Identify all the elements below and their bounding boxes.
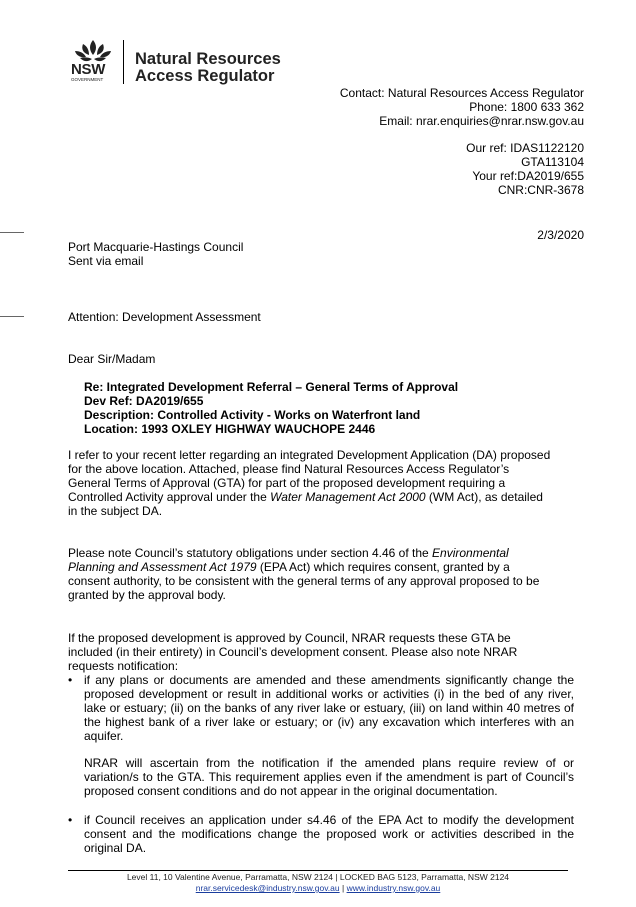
contact-phone: Phone: 1800 633 362 (469, 100, 584, 114)
act-title: Planning and Assessment Act 1979 (68, 560, 257, 574)
paragraph-line: consent authority, to be consistent with the general terms of any approval proposed to be (68, 574, 540, 588)
paragraph-text: Controlled Activity approval under the (68, 490, 271, 504)
subject-title: Re: Integrated Development Referral – General Terms of Approval (84, 380, 459, 394)
recipient-name: Port Macquarie-Hastings Council (68, 240, 244, 254)
body-paragraph-3 (68, 631, 574, 673)
subject-dev-ref: Dev Ref: DA2019/655 (84, 394, 204, 408)
bullet-item-1-followup: NRAR will ascertain from the notification if the amended plans require review of or variation/s to the GTA. This requirement applies even if the amendment is part of Council’s proposed consent conditions and do not appear in the original documentation. (84, 756, 574, 798)
agency-name-line1: Natural Resources (135, 50, 281, 68)
contact-email: Email: nrar.enquiries@nrar.nsw.gov.au (379, 114, 584, 128)
salutation: Dear Sir/Madam (68, 352, 156, 366)
footer-website-link[interactable]: www.industry.nsw.gov.au (346, 883, 441, 893)
act-title: Environmental (432, 546, 509, 560)
contact-block (340, 86, 584, 128)
bullet-text: if Council receives an application under s4.46 of the EPA Act to modify the development consent and the modifications change the proposed work or activities described in the original DA. (84, 813, 574, 855)
paragraph-text: (WM Act), as detailed (425, 490, 543, 504)
paragraph-line (68, 490, 574, 504)
paragraph-line: requests notification: (68, 659, 179, 673)
cnr-ref: CNR:CNR-3678 (497, 183, 584, 197)
body-paragraph-1 (68, 448, 574, 518)
paragraph-line: for the above location. Attached, please find Natural Resources Access Regulator’s (68, 462, 510, 476)
bullet-icon: • (68, 673, 73, 687)
body-paragraph-2 (68, 546, 574, 602)
our-ref: Our ref: IDAS1122120 (466, 141, 584, 155)
gta-ref: GTA113104 (521, 155, 584, 169)
footer-address: Level 11, 10 Valentine Avenue, Parramatta, NSW 2124 | LOCKED BAG 5123, Parramatta, NSW 2124 (126, 872, 510, 882)
contact-name: Contact: Natural Resources Access Regulator (339, 86, 584, 100)
act-title: Water Management Act 2000 (270, 490, 426, 504)
subject-block (84, 380, 458, 436)
paragraph-line: If the proposed development is approved by Council, NRAR requests these GTA be (68, 631, 511, 645)
paragraph-line (68, 546, 574, 560)
reference-block (466, 141, 584, 197)
nsw-logo-text: NSW (71, 61, 106, 78)
attention-line: Attention: Development Assessment (68, 310, 261, 324)
your-ref: Your ref:DA2019/655 (472, 169, 584, 183)
footer-divider (68, 870, 568, 871)
bullet-icon: • (68, 813, 73, 827)
recipient-delivery: Sent via email (68, 254, 144, 268)
fold-mark (0, 316, 24, 317)
recipient-block (68, 240, 243, 268)
paragraph-text: Please note Council’s statutory obligations under section 4.46 of the (68, 546, 433, 560)
bullet-text: if any plans or documents are amended and these amendments significantly change the proposed development or result in additional works or activities (i) in the bed of any river, lake or estuary; (ii) on the banks of any river lake or estuary, (iii) on land within 40 metres of the highest bank of a river lake or estuary; or (iv) any excavation which interferes with an aquifer. (84, 673, 574, 743)
letter-date: 2/3/2020 (537, 228, 584, 242)
footer (68, 872, 568, 894)
paragraph-line: included (in their entirety) in Council’s development consent. Please also note NRAR (68, 645, 518, 659)
footer-links (68, 883, 568, 894)
agency-name (135, 51, 281, 85)
subject-location: Location: 1993 OXLEY HIGHWAY WAUCHOPE 2446 (84, 422, 376, 436)
agency-name-line2: Access Regulator (135, 67, 275, 85)
government-logo-text: GOVERNMENT (71, 77, 104, 82)
footer-email-link[interactable]: nrar.servicedesk@industry.nsw.gov.au (195, 883, 340, 893)
fold-mark (0, 232, 24, 233)
paragraph-text: (EPA Act) which requires consent, granted by a (256, 560, 510, 574)
paragraph-line: granted by the approval body. (68, 588, 226, 602)
nrar-logo (68, 36, 288, 88)
subject-description: Description: Controlled Activity - Works on Waterfront land (84, 408, 421, 422)
paragraph-line (68, 560, 574, 574)
paragraph-line: in the subject DA. (68, 504, 163, 518)
footer-separator: | (339, 883, 347, 893)
paragraph-line: I refer to your recent letter regarding an integrated Development Application (DA) proposed (68, 448, 551, 462)
logo-divider (123, 40, 124, 84)
paragraph-line: General Terms of Approval (GTA) for part of the proposed development requiring a (68, 476, 506, 490)
